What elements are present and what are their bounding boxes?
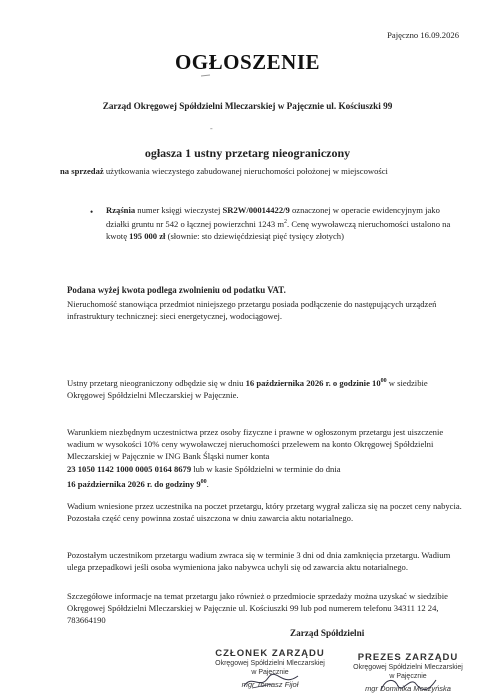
board-member-town: w Pajęcznie [251, 669, 289, 676]
asking-price: 195 000 zł [129, 231, 166, 242]
deadline-time-superscript: 00 [200, 479, 207, 485]
deposit-account-rest: lub w kasie Spółdzielni w terminie do dnia [191, 464, 341, 474]
auction-date-time: 16 października 2026 r. o godzinie 10 [245, 377, 381, 388]
auction-paragraph [67, 375, 462, 401]
property-text-2: oznaczonej w operacie ewidencyjnym jako działki gruntu nr 542 o łącznej powierzchni 1243 m [106, 205, 440, 230]
auction-text-1: Ustny przetarg nieograniczony odbędzie się w dniu [67, 377, 246, 388]
signatures-header: Zarząd Spółdzielni [290, 628, 365, 638]
auction-time-superscript: 00 [380, 378, 387, 384]
deposit-deadline-date: 16 października 2026 r. do godziny 9 [67, 478, 201, 489]
deposit-account-line [67, 463, 462, 475]
document-date: Pajęczno 16.09.2026 [387, 30, 459, 40]
signature-board-member [200, 648, 340, 689]
property-text-3: . Cenę wywoławczą nieruchomości ustalono na kwotę [106, 219, 451, 242]
vat-note: Podana wyżej kwota podlega zwolnieniu od podatku VAT. [67, 285, 286, 295]
board-member-role: CZŁONEK ZARZĄDU [215, 648, 325, 659]
deposit-deadline [67, 476, 462, 490]
stamp-mark-icon [200, 73, 212, 79]
announcement-headline: ogłasza 1 ustny przetarg nieograniczony [144, 146, 351, 160]
winner-deposit-paragraph: Wadium wniesione przez uczestnika na poczet przetargu, który przetarg wygrał zalicza się na poczet ceny nabycia. Pozostała część ceny powinna zostać uiszczona w dniu zawarcia aktu notarialnego. [67, 501, 462, 524]
sale-subject [60, 166, 495, 176]
handwritten-signature-icon [378, 672, 440, 696]
president-name: mgr Dominika Moszyńska [365, 684, 451, 693]
contact-paragraph: Szczegółowe informacje na temat przetargu jako również o przedmiocie sprzedaży można uzyskać w siedzibie Okręgowej Spółdzielni Mleczarskiej w Pajęcznie ul. Kościuszki 99 lub pod numerem telefonu 34311 12 24, 783664190 [67, 591, 448, 626]
property-place: Rząśnia [106, 205, 136, 215]
property-text-4: (słownie: sto dziewięćdziesiąt pięć tysięcy złotych) [165, 231, 344, 242]
sale-prefix: na sprzedaż [60, 166, 104, 176]
stray-mark: ‐ [210, 124, 213, 133]
refund-paragraph: Pozostałym uczestnikom przetargu wadium zwraca się w terminie 3 dni od dnia zamknięcia przetargu. Wadium ulega przepadkowi jeśli osoba wymieniona jako nabywca uchyli się od zawarcia aktu notarialnego. [67, 550, 451, 573]
organization-line: Zarząd Okręgowej Spółdzielni Mleczarskiej w Pajęcznie ul. Kościuszki 99 [102, 101, 393, 111]
deposit-paragraph: Warunkiem niezbędnym uczestnictwa przez osoby fizyczne i prawne w ogłoszonym przetargu jest uiszczenie wadium w wysokości 10% ceny wywoławczej nieruchomości przelewem na konto Okręgowej Spółdzielni Mleczarskiej w Pajęcznie w ING Bank Śląski numer konta [67, 427, 444, 462]
bullet-icon: • [90, 207, 94, 217]
president-role: PREZES ZARZĄDU [357, 652, 459, 663]
handwritten-signature-icon [242, 670, 302, 692]
president-org: Okręgowej Spółdzielni Mleczarskiej [353, 664, 463, 671]
board-member-org: Okręgowej Spółdzielni Mleczarskiej [215, 660, 325, 667]
bank-account-number: 23 1050 1142 1000 0005 0164 8679 [67, 464, 192, 474]
area-unit-superscript: 2 [284, 219, 288, 226]
land-register-number: SR2W/00014422/9 [222, 205, 290, 215]
property-description [106, 204, 451, 242]
auction-text-2: w siedzibie Okręgowej Spółdzielni Mleczarskiej w Pajęcznie. [67, 377, 428, 401]
infrastructure-paragraph: Nieruchomość stanowiąca przedmiot niniejszego przetargu posiada podłączenie do następujących urządzeń infrastruktury technicznej: sieci energetycznej, wodociągowej. [67, 299, 437, 322]
document-title: OGŁOSZENIE [174, 50, 321, 74]
signature-president [338, 652, 478, 693]
sale-rest: użytkowania wieczystego zabudowanej nieruchomości położonej w miejscowości [103, 166, 388, 176]
deadline-end: . [206, 478, 209, 489]
president-town: w Pajęcznie [389, 673, 427, 680]
property-text-1: numer księgi wieczystej [135, 205, 223, 215]
board-member-name: mgr Tomasz Fijoł [241, 680, 299, 689]
